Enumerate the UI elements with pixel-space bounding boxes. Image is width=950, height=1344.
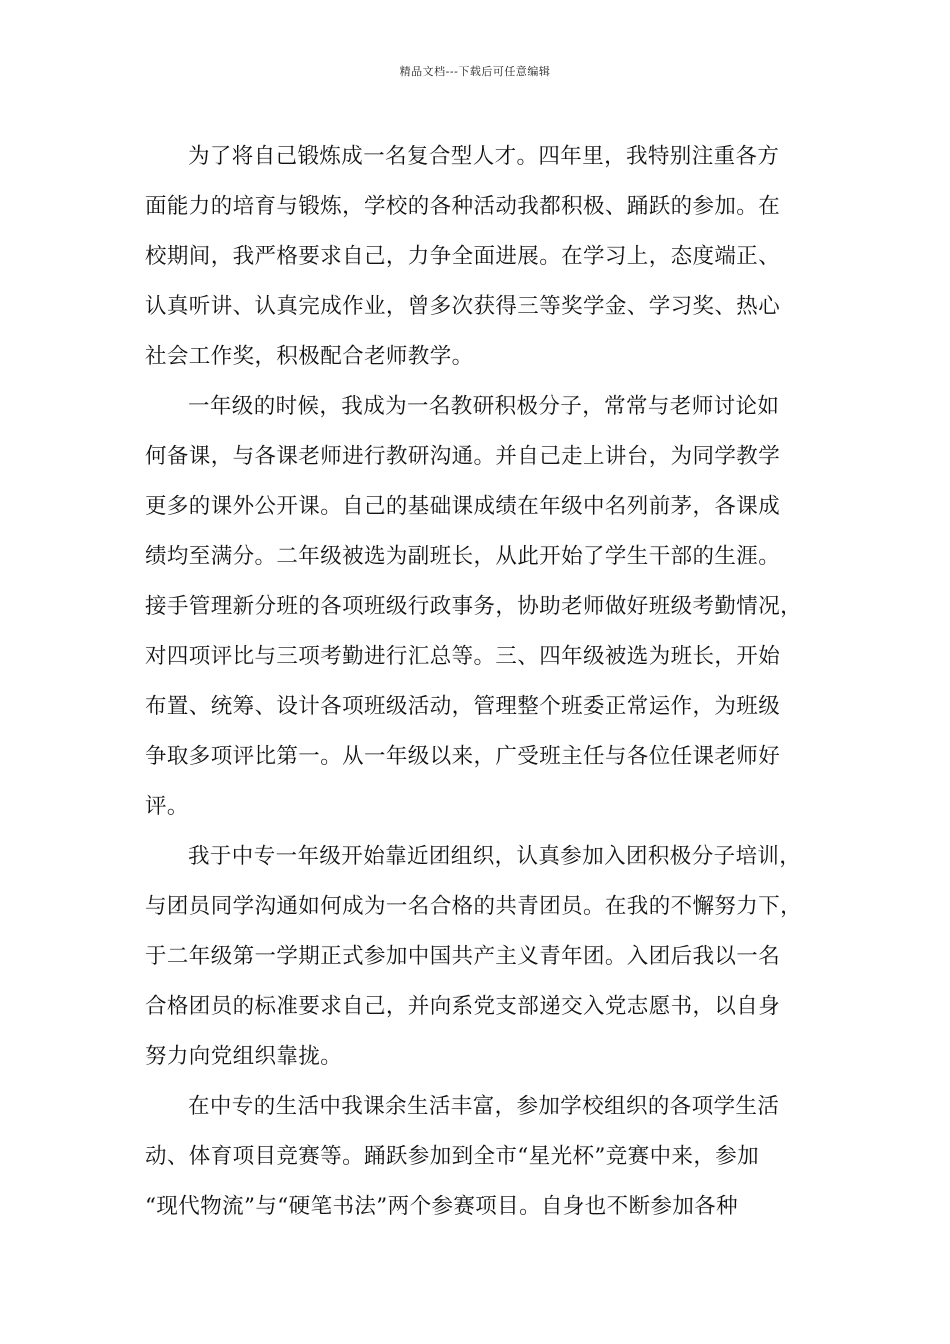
text-line: 面能力的培育与锻炼，学校的各种活动我都积极、踊跃的参加。在 xyxy=(145,194,781,219)
text-line: 评。 xyxy=(145,794,189,819)
text-line: “现代物流”与“硬笔书法”两个参赛项目。自身也不断参加各种 xyxy=(145,1194,739,1219)
text-line: 认真听讲、认真完成作业，曾多次获得三等奖学金、学习奖、热心 xyxy=(145,294,781,319)
paragraph-1 xyxy=(145,132,815,382)
text-line: 努力向党组织靠拢。 xyxy=(145,1044,343,1069)
text-line: 校期间，我严格要求自己，力争全面进展。在学习上，态度端正、 xyxy=(145,244,781,269)
text-line: 于二年级第一学期正式参加中国共产主义青年团。入团后我以一名 xyxy=(145,944,781,969)
text-line: 为了将自己锻炼成一名复合型人才。四年里，我特别注重各方 xyxy=(188,144,780,169)
paragraph-4 xyxy=(145,1082,815,1232)
text-line: 动、体育项目竞赛等。踊跃参加到全市“星光杯”竞赛中来，参加 xyxy=(145,1144,760,1169)
text-line: 我于中专一年级开始靠近团组织，认真参加入团积极分子培训， xyxy=(188,844,802,869)
text-line: 一年级的时候，我成为一名教研积极分子，常常与老师讨论如 xyxy=(188,394,780,419)
text-line: 绩均至满分。二年级被选为副班长，从此开始了学生干部的生涯。 xyxy=(145,544,781,569)
text-line: 与团员同学沟通如何成为一名合格的共青团员。在我的不懈努力下， xyxy=(145,894,803,919)
text-line: 更多的课外公开课。自己的基础课成绩在年级中名列前茅，各课成 xyxy=(145,494,781,519)
text-line: 在中专的生活中我课余生活丰富，参加学校组织的各项学生活 xyxy=(188,1094,780,1119)
paragraph-3 xyxy=(145,832,815,1082)
text-line: 接手管理新分班的各项班级行政事务，协助老师做好班级考勤情况， xyxy=(145,594,803,619)
text-line: 何备课，与各课老师进行教研沟通。并自己走上讲台，为同学教学 xyxy=(145,444,781,469)
text-line: 对四项评比与三项考勤进行汇总等。三、四年级被选为班长，开始 xyxy=(145,644,781,669)
text-line: 社会工作奖，积极配合老师教学。 xyxy=(145,344,474,369)
text-line: 争取多项评比第一。从一年级以来，广受班主任与各位任课老师好 xyxy=(145,744,781,769)
text-line: 合格团员的标准要求自己，并向系党支部递交入党志愿书，以自身 xyxy=(145,994,781,1019)
page-header: 精品文档---下载后可任意编辑 xyxy=(399,65,551,78)
document-body xyxy=(145,132,815,1232)
paragraph-2 xyxy=(145,382,815,832)
text-line: 布置、统筹、设计各项班级活动，管理整个班委正常运作，为班级 xyxy=(145,694,781,719)
